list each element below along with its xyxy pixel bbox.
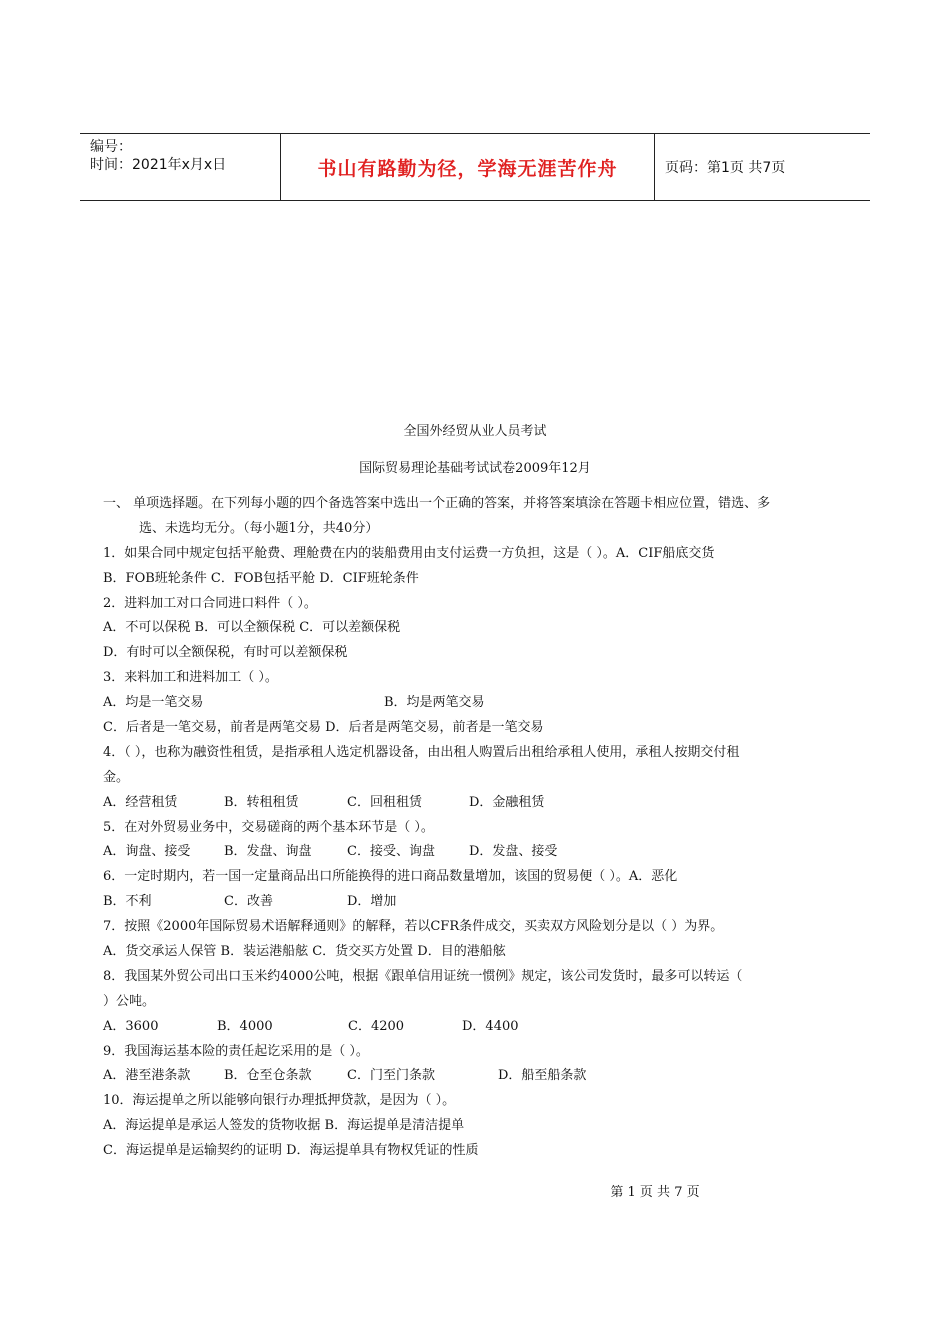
q5-option-c: C．接受、询盘 <box>347 844 435 860</box>
q3-options <box>103 691 848 716</box>
q6-options <box>103 890 848 915</box>
q6-stem: 6．一定时期内，若一国一定量商品出口所能换得的进口商品数量增加，该国的贸易便（ ）。A．恶化 <box>103 869 678 885</box>
q9-stem: 9．我国海运基本险的责任起讫采用的是（ ）。 <box>103 1043 369 1059</box>
q5-options <box>103 840 848 865</box>
q3-stem: 3．来料加工和进料加工（ ）。 <box>103 670 278 686</box>
q3-option-b: B．均是两笔交易 <box>384 695 485 711</box>
motto: 书山有路勤为径，学海无涯苦作舟 <box>281 134 655 200</box>
q10-options: A．海运提单是承运人签发的货物收据 B．海运提单是清洁提单 <box>103 1118 465 1134</box>
q8-option-c: C．4200 <box>348 1018 405 1034</box>
q2-options-cont: D．有时可以全额保税，有时可以差额保税 <box>103 645 348 661</box>
q7-options: A．货交承运人保管 B．装运港船舷 C．货交买方处置 D．目的港船舷 <box>103 944 506 960</box>
q5-option-d: D．发盘、接受 <box>469 844 558 860</box>
q5-stem: 5．在对外贸易业务中，交易磋商的两个基本环节是（ ）。 <box>103 819 434 835</box>
q7-stem: 7．按照《2000年国际贸易术语解释通则》的解释，若以CFR条件成交，买卖双方风险划分是以（ ）为界。 <box>103 919 724 935</box>
q3-options-cont: C．后者是一笔交易，前者是两笔交易 D．后者是两笔交易，前者是一笔交易 <box>103 720 544 736</box>
q8-stem-cont: ）公吨。 <box>103 993 156 1009</box>
page-info: 页码：第1页 共7页 <box>665 160 786 176</box>
q9-options <box>103 1064 848 1089</box>
q4-options <box>103 791 848 816</box>
q4-option-b: B．转租租赁 <box>224 794 299 810</box>
section-heading-cont: 选、未选均无分。（每小题1分，共40分） <box>139 520 379 536</box>
q8-options <box>103 1015 848 1040</box>
q4-option-a: A．经营租赁 <box>103 794 178 810</box>
q6-option-d: D．增加 <box>347 894 397 910</box>
q6-option-b: B．不利 <box>103 894 152 910</box>
header-meta <box>80 134 281 200</box>
question-body <box>103 492 848 1164</box>
q10-options-cont: C．海运提单是运输契约的证明 D．海运提单具有物权凭证的性质 <box>103 1143 479 1159</box>
page-footer: 第 1 页 共 7 页 <box>610 1185 700 1200</box>
q5-option-a: A．询盘、接受 <box>103 844 191 860</box>
q2-options: A．不可以保税 B．可以全额保税 C．可以差额保税 <box>103 620 401 636</box>
q5-option-b: B．发盘、询盘 <box>224 844 312 860</box>
q1-stem: 1．如果合同中规定包括平舱费、理舱费在内的装船费用由支付运费一方负担，这是（ ）。A．CIF船底交货 <box>103 545 715 561</box>
exam-title: 全国外经贸从业人员考试 <box>403 424 547 439</box>
q3-option-a: A．均是一笔交易 <box>103 695 204 711</box>
q8-stem: 8．我国某外贸公司出口玉米约4000公吨，根据《跟单信用证统一惯例》规定，该公司发货时，最多可以转运（ <box>103 968 743 984</box>
q8-option-b: B．4000 <box>217 1018 273 1034</box>
q9-option-c: C．门至门条款 <box>347 1068 435 1084</box>
section-heading: 一、 单项选择题。在下列每小题的四个备选答案中选出一个正确的答案，并将答案填涂在答题卡相应位置，错选、多 <box>103 496 771 511</box>
q2-stem: 2．进料加工对口合同进口料件（ ）。 <box>103 595 317 611</box>
q4-option-c: C．回租租赁 <box>347 794 422 810</box>
q6-option-c: C．改善 <box>224 894 273 910</box>
q9-option-d: D．船至船条款 <box>498 1068 587 1084</box>
q10-stem: 10．海运提单之所以能够向银行办理抵押贷款，是因为（ ）。 <box>103 1093 456 1109</box>
q4-option-d: D．金融租赁 <box>469 794 545 810</box>
document-header <box>80 133 870 201</box>
q9-option-a: A．港至港条款 <box>103 1068 191 1084</box>
exam-subtitle: 国际贸易理论基础考试试卷2009年12月 <box>359 461 591 476</box>
q8-option-a: A．3600 <box>103 1018 159 1034</box>
q4-stem: 4．（ ），也称为融资性租赁，是指承租人选定机器设备，由出租人购置后出租给承租人使用，承租人按期交付租 <box>103 744 740 760</box>
q8-option-d: D．4400 <box>462 1018 519 1034</box>
time-label: 时间：2021年x月x日 <box>90 157 227 173</box>
q4-stem-cont: 金。 <box>103 769 130 785</box>
q9-option-b: B．仓至仓条款 <box>224 1068 312 1084</box>
q1-options: B．FOB班轮条件 C．FOB包括平舱 D．CIF班轮条件 <box>103 570 419 586</box>
number-label: 编号： <box>90 139 132 155</box>
